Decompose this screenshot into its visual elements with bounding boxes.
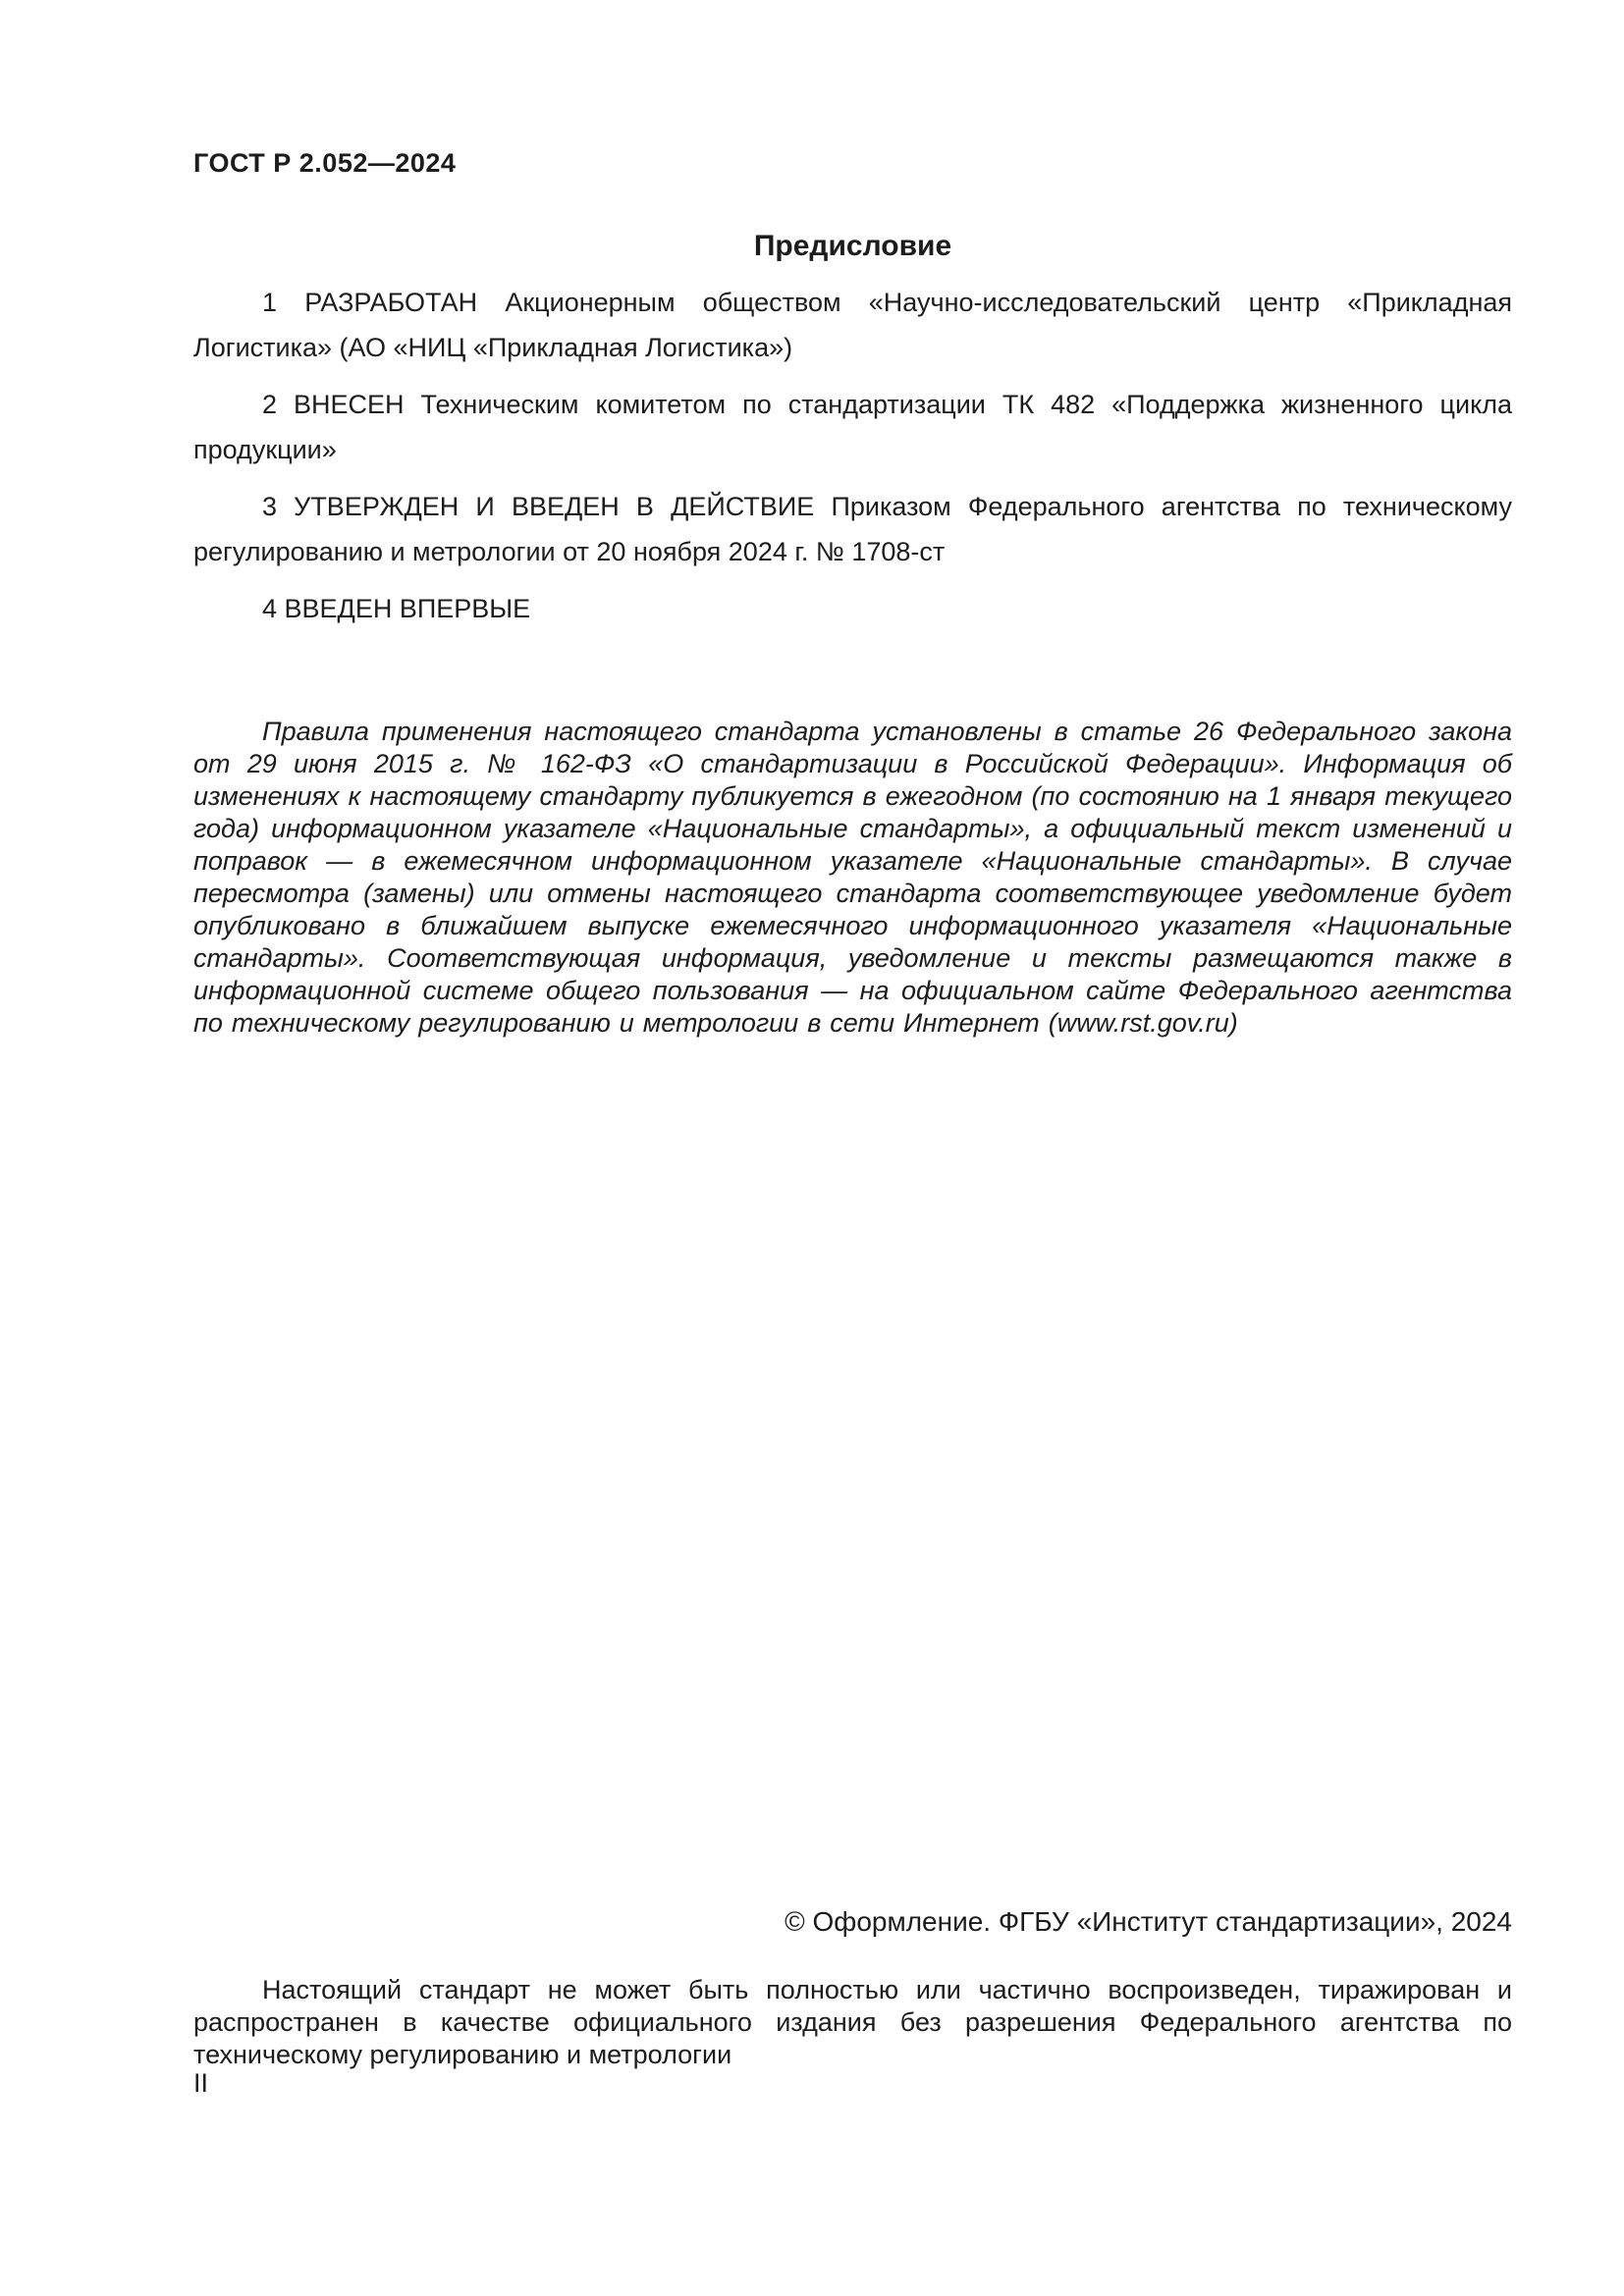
foreword-item-approved: 3 УТВЕРЖДЕН И ВВЕДЕН В ДЕЙСТВИЕ Приказом Федерального агентства по техническому регулированию и метрологии от 20 ноября 2024 г. № 1708-ст: [193, 492, 1512, 566]
doc-code: ГОСТ Р 2.052—2024: [193, 148, 457, 178]
page-number: II: [193, 2068, 209, 2098]
page-title: Предисловие: [753, 230, 952, 262]
foreword-item-first-edition: 4 ВВЕДЕН ВПЕРВЫЕ: [262, 594, 531, 623]
foreword-item-developed: 1 РАЗРАБОТАН Акционерным обществом «Научно-исследовательский центр «Прикладная Логистика» (АО «НИЦ «Прикладная Логистика»): [193, 288, 1512, 362]
foreword-item-submitted: 2 ВНЕСЕН Техническим комитетом по стандартизации ТК 482 «Поддержка жизненного цикла продукции»: [193, 390, 1512, 464]
application-rules-note: Правила применения настоящего стандарта установлены в статье 26 Федерального закона от 29 июня 2015 г. № 162-ФЗ «О стандартизации в Российской Федерации». Информация об изменениях к настоящему стандарту публикуется в ежегодном (по состоянию на 1 января текущего года) информационном указателе «Национальные стандарты», а официальный текст изменений и поправок — в ежемесячном информационном указателе «Национальные стандарты». В случае пересмотра (замены) или отмены настоящего стандарта соответствующее уведомление будет опубликовано в ближайшем выпуске ежемесячного информационного указателя «Национальные стандарты». Соответствующая информация, уведомление и тексты размещаются также в информационной системе общего пользования — на официальном сайте Федерального агентства по техническому регулированию и метрологии в сети Интернет (www.rst.gov.ru): [193, 717, 1512, 1038]
copyright-notice: © Оформление. ФГБУ «Институт стандартизации», 2024: [785, 1906, 1512, 1937]
distribution-notice: Настоящий стандарт не может быть полностью или частично воспроизведен, тиражирован и распространен в качестве официального издания без разрешения Федерального агентства по техническому регулированию и метрологии: [193, 1975, 1512, 2069]
